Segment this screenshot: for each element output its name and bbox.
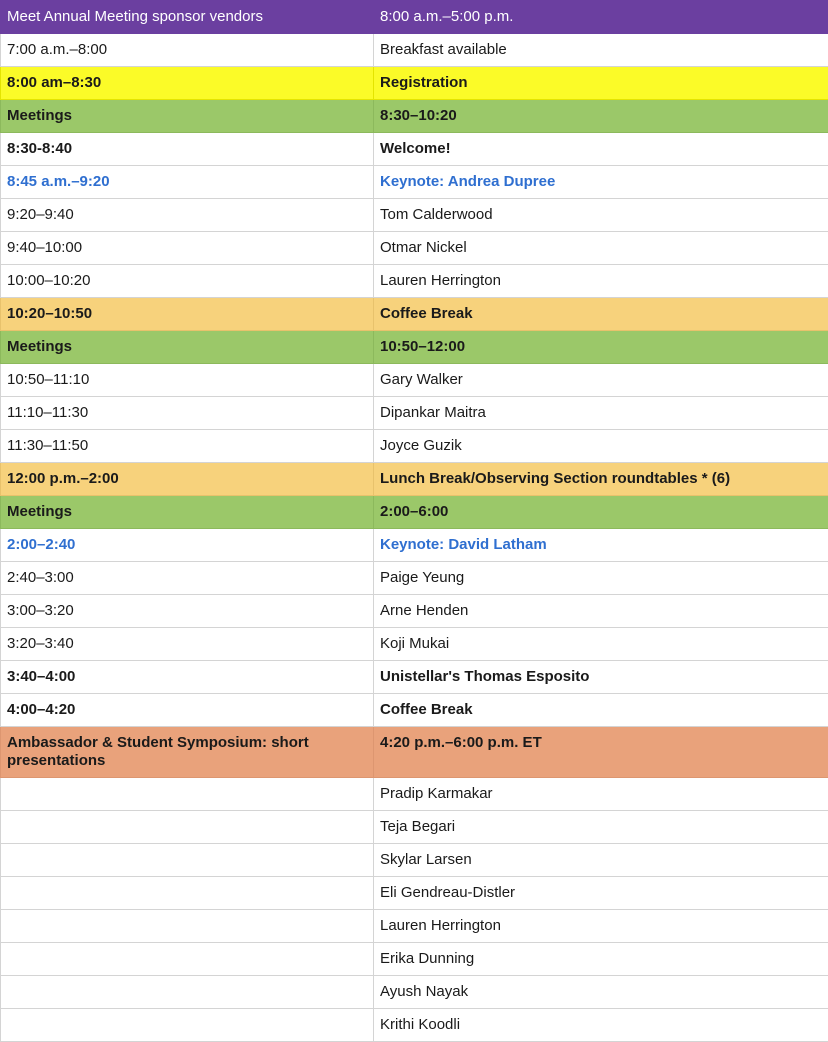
table-row: [1, 298, 828, 331]
schedule-event-cell: 2:00–6:00: [374, 496, 828, 529]
table-row: [1, 910, 828, 943]
schedule-time-cell: 9:20–9:40: [1, 199, 374, 232]
schedule-time-cell: 2:00–2:40: [1, 529, 374, 562]
schedule-time-cell: 8:30-8:40: [1, 133, 374, 166]
schedule-time-cell: [1, 877, 374, 910]
table-row: [1, 265, 828, 298]
schedule-time-cell: Meetings: [1, 496, 374, 529]
schedule-time-cell: 12:00 p.m.–2:00: [1, 463, 374, 496]
schedule-time-cell: 8:00 am–8:30: [1, 67, 374, 100]
table-row: [1, 496, 828, 529]
table-row: [1, 628, 828, 661]
table-row: [1, 133, 828, 166]
table-row: [1, 844, 828, 877]
schedule-time-cell: [1, 844, 374, 877]
schedule-time-cell: [1, 943, 374, 976]
schedule-event-cell: 4:20 p.m.–6:00 p.m. ET: [374, 727, 828, 778]
table-row: [1, 727, 828, 778]
table-row: [1, 694, 828, 727]
schedule-time-cell: 3:40–4:00: [1, 661, 374, 694]
schedule-time-cell: 10:20–10:50: [1, 298, 374, 331]
schedule-event-cell: 8:00 a.m.–5:00 p.m.: [374, 1, 828, 34]
schedule-event-cell: Unistellar's Thomas Esposito: [374, 661, 828, 694]
table-row: [1, 397, 828, 430]
schedule-event-cell: Welcome!: [374, 133, 828, 166]
schedule-event-cell: 8:30–10:20: [374, 100, 828, 133]
schedule-time-cell: 3:20–3:40: [1, 628, 374, 661]
table-row: [1, 562, 828, 595]
schedule-event-cell: Breakfast available: [374, 34, 828, 67]
schedule-event-cell: Skylar Larsen: [374, 844, 828, 877]
table-row: [1, 430, 828, 463]
schedule-table-body: [1, 1, 828, 1042]
table-row: [1, 166, 828, 199]
schedule-time-cell: 2:40–3:00: [1, 562, 374, 595]
schedule-time-cell: Meetings: [1, 331, 374, 364]
schedule-event-cell: Paige Yeung: [374, 562, 828, 595]
schedule-time-cell: [1, 976, 374, 1009]
schedule-time-cell: 4:00–4:20: [1, 694, 374, 727]
schedule-time-cell: 10:50–11:10: [1, 364, 374, 397]
table-row: [1, 34, 828, 67]
table-row: [1, 976, 828, 1009]
schedule-event-cell: Keynote: Andrea Dupree: [374, 166, 828, 199]
schedule-time-cell: 9:40–10:00: [1, 232, 374, 265]
schedule-time-cell: Meetings: [1, 100, 374, 133]
schedule-event-cell: Keynote: David Latham: [374, 529, 828, 562]
table-row: [1, 877, 828, 910]
schedule-time-cell: 11:30–11:50: [1, 430, 374, 463]
schedule-event-cell: Ayush Nayak: [374, 976, 828, 1009]
table-row: [1, 1, 828, 34]
schedule-event-cell: Arne Henden: [374, 595, 828, 628]
schedule-event-cell: Registration: [374, 67, 828, 100]
schedule-time-cell: 10:00–10:20: [1, 265, 374, 298]
schedule-time-cell: Ambassador & Student Symposium: short presentations: [1, 727, 374, 778]
table-row: [1, 67, 828, 100]
schedule-event-cell: Teja Begari: [374, 811, 828, 844]
schedule-event-cell: 10:50–12:00: [374, 331, 828, 364]
schedule-event-cell: Coffee Break: [374, 298, 828, 331]
table-row: [1, 463, 828, 496]
schedule-time-cell: 3:00–3:20: [1, 595, 374, 628]
schedule-time-cell: [1, 910, 374, 943]
table-row: [1, 529, 828, 562]
table-row: [1, 811, 828, 844]
schedule-time-cell: 11:10–11:30: [1, 397, 374, 430]
table-row: [1, 943, 828, 976]
schedule-event-cell: Koji Mukai: [374, 628, 828, 661]
table-row: [1, 1009, 828, 1042]
schedule-event-cell: Erika Dunning: [374, 943, 828, 976]
schedule-event-cell: Dipankar Maitra: [374, 397, 828, 430]
table-row: [1, 364, 828, 397]
schedule-event-cell: Krithi Koodli: [374, 1009, 828, 1042]
schedule-event-cell: Otmar Nickel: [374, 232, 828, 265]
schedule-time-cell: Meet Annual Meeting sponsor vendors: [1, 1, 374, 34]
schedule-event-cell: Lauren Herrington: [374, 910, 828, 943]
table-row: [1, 100, 828, 133]
schedule-event-cell: Lunch Break/Observing Section roundtables * (6): [374, 463, 828, 496]
schedule-time-cell: [1, 811, 374, 844]
schedule-time-cell: [1, 1009, 374, 1042]
schedule-event-cell: Tom Calderwood: [374, 199, 828, 232]
table-row: [1, 331, 828, 364]
schedule-event-cell: Pradip Karmakar: [374, 778, 828, 811]
schedule-event-cell: Coffee Break: [374, 694, 828, 727]
schedule-event-cell: Lauren Herrington: [374, 265, 828, 298]
schedule-event-cell: Eli Gendreau-Distler: [374, 877, 828, 910]
schedule-time-cell: [1, 778, 374, 811]
table-row: [1, 778, 828, 811]
table-row: [1, 661, 828, 694]
table-row: [1, 232, 828, 265]
schedule-event-cell: Gary Walker: [374, 364, 828, 397]
schedule-time-cell: 7:00 a.m.–8:00: [1, 34, 374, 67]
schedule-time-cell: 8:45 a.m.–9:20: [1, 166, 374, 199]
table-row: [1, 595, 828, 628]
schedule-event-cell: Joyce Guzik: [374, 430, 828, 463]
table-row: [1, 199, 828, 232]
